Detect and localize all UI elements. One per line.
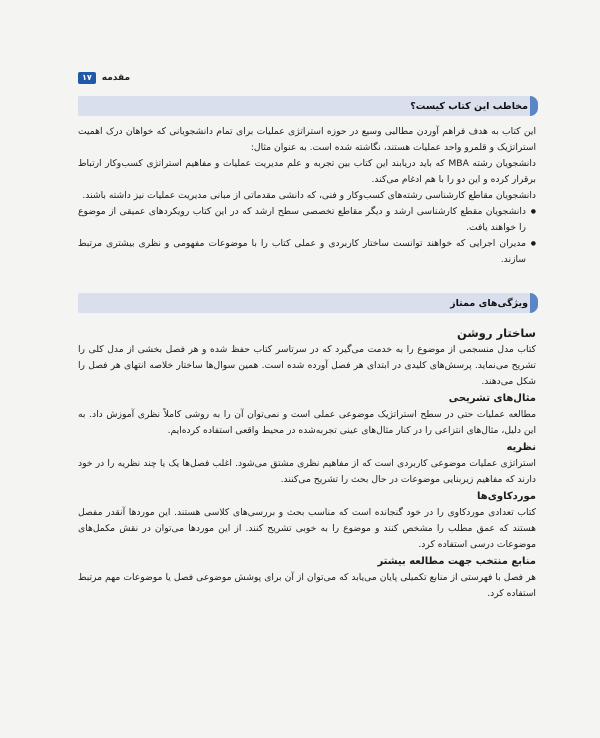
section-heading-features	[78, 293, 538, 313]
paragraph: دانشجویان رشته MBA که باید دریابند این کتاب بین تجربه و علم مدیریت عملیات و مفاهیم استراتژی کسب‌وکار ارتباط برقرار کرده و این دو را با هم ادغام می‌کند.	[78, 158, 536, 185]
feature-title: منابع منتخب جهت مطالعه بیشتر	[377, 556, 536, 567]
feature-title: موردکاوی‌ها	[477, 491, 536, 502]
intro-paragraph: این کتاب به هدف فراهم آوردن مطالبی وسیع در حوزه استراتژی عملیات برای تمام دانشجویانی که خواهان درک اهمیت استراتژیک و قلمرو واحد عملیات هستند، نگاشته شده است. به عنوان مثال:	[78, 126, 536, 153]
running-header	[78, 72, 130, 84]
feature-title: ساختار روشن	[457, 326, 536, 340]
bullet-item: ● دانشجویان مقطع کارشناسی ارشد و دیگر مقاطع تخصصی سطح ارشد که در این کتاب رویکردهای عمیقی از موضوع را خواهند یافت.	[78, 204, 536, 236]
feature-body: مطالعه عملیات حتی در سطح استراتژیک موضوعی عملی است و نمی‌توان آن را به روشی کاملاً نظری آموزش داد. به این دلیل، مثال‌های انتزاعی را در کنار مثال‌های عینی تجربه‌شده در محیط واقعی استفاده کرده‌ایم.	[78, 409, 536, 436]
chapter-title: مقدمه	[101, 73, 131, 83]
feature-body: استراتژی عملیات موضوعی کاربردی است که از مفاهیم نظری مشتق می‌شود. اغلب فصل‌ها یک یا چند نظریه را در خود دارند که مفاهیم زیربنایی موضوعات در حال بحث را تشریح می‌کنند.	[78, 458, 536, 485]
feature-body: هر فصل با فهرستی از منابع تکمیلی پایان می‌یابد که می‌توان از آن برای پوشش موضوعی فصل یا موضوعات مهم مرتبط استفاده کرد.	[78, 572, 536, 599]
section-title: ویژگی‌های ممتاز	[450, 297, 528, 309]
section-heading-audience	[78, 96, 538, 116]
feature-title: مثال‌های تشریحی	[448, 393, 536, 404]
feature-title: نظریه	[506, 442, 536, 453]
feature-body: کتاب تعدادی موردکاوی را در خود گنجانده است که مناسب بحث و بررسی‌های کلاسی هستند. این موردها آنقدر مفصل هستند که عمق مطلب را مشخص کنند و موضوع را به خوبی تشریح کنند. از این موردها می‌توان در نقش مکمل‌های موضوعات درسی استفاده کرد.	[78, 507, 536, 550]
feature-body: کتاب مدل منسجمی از موضوع را به خدمت می‌گیرد که در سرتاسر کتاب حفظ شده و هر فصل بخشی از مدل کلی را تشریح می‌نماید. پرسش‌های کلیدی در ابتدای هر فصل آورده شده است. همین سوال‌ها ساختار خلاصه انتهای هر فصل را شکل می‌دهند.	[78, 344, 536, 387]
audience-text	[78, 124, 536, 268]
features-text	[78, 324, 536, 602]
bullet-item: ● مدیران اجرایی که خواهند توانست ساختار کاربردی و عملی کتاب را با موضوعات مفهومی و نظری بیشتری مرتبط سازند.	[78, 236, 536, 268]
paragraph: دانشجویان مقاطع کارشناسی رشته‌های کسب‌وکار و فنی، که دانشی مقدماتی از مبانی مدیریت عملیات نیز داشته باشند.	[82, 190, 536, 201]
page-number-badge: ۱۷	[78, 72, 96, 84]
section-title: مخاطب این کتاب کیست؟	[410, 100, 528, 112]
